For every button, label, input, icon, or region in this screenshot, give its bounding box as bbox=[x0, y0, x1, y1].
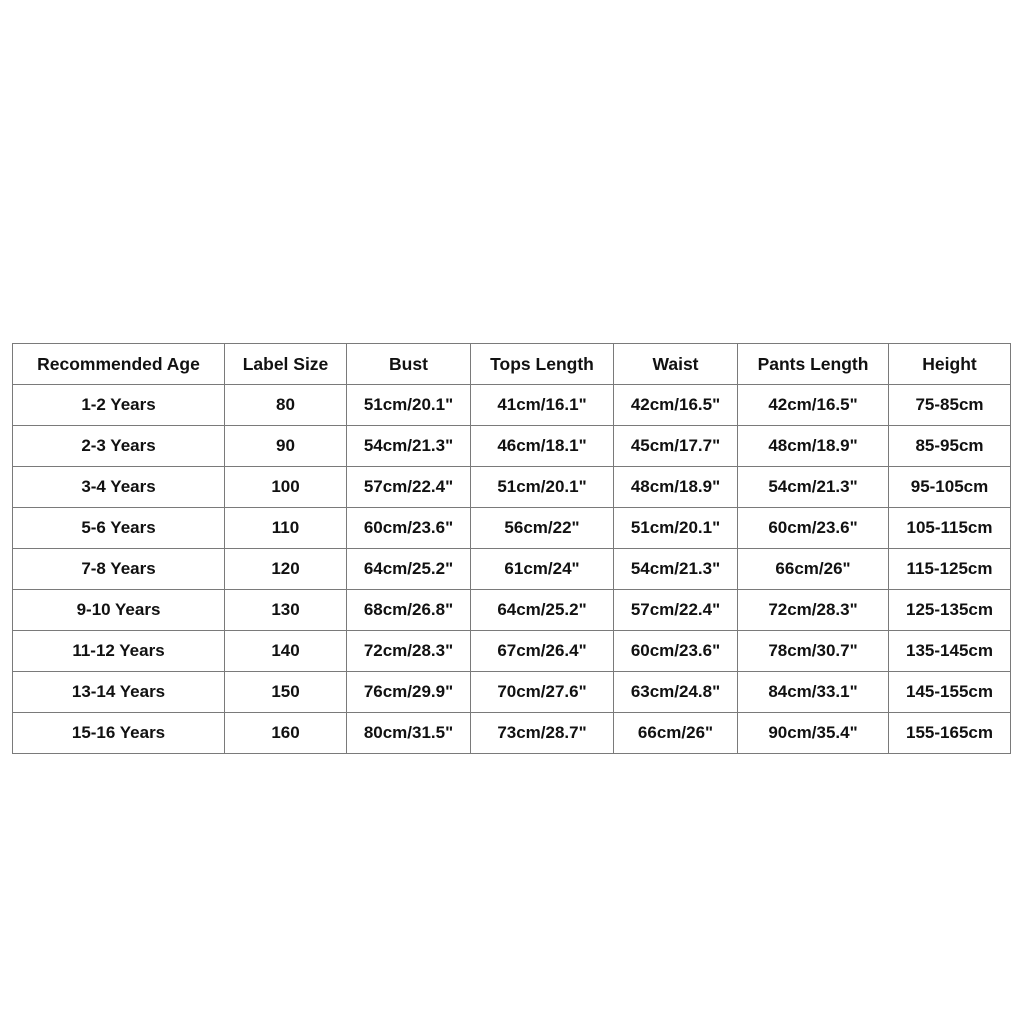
cell-bust: 64cm/25.2" bbox=[347, 549, 471, 590]
cell-pants-length: 66cm/26" bbox=[738, 549, 889, 590]
header-pants-length: Pants Length bbox=[738, 344, 889, 385]
cell-pants-length: 42cm/16.5" bbox=[738, 385, 889, 426]
table-row bbox=[13, 713, 1011, 754]
cell-bust: 57cm/22.4" bbox=[347, 467, 471, 508]
cell-tops-length: 46cm/18.1" bbox=[471, 426, 614, 467]
cell-pants-length: 78cm/30.7" bbox=[738, 631, 889, 672]
table-row bbox=[13, 631, 1011, 672]
header-waist: Waist bbox=[614, 344, 738, 385]
cell-bust: 51cm/20.1" bbox=[347, 385, 471, 426]
header-label-size: Label Size bbox=[225, 344, 347, 385]
cell-bust: 72cm/28.3" bbox=[347, 631, 471, 672]
cell-height: 95-105cm bbox=[889, 467, 1011, 508]
cell-age: 5-6 Years bbox=[13, 508, 225, 549]
cell-waist: 57cm/22.4" bbox=[614, 590, 738, 631]
table-header bbox=[13, 344, 1011, 385]
cell-age: 9-10 Years bbox=[13, 590, 225, 631]
cell-waist: 48cm/18.9" bbox=[614, 467, 738, 508]
header-recommended-age: Recommended Age bbox=[13, 344, 225, 385]
cell-tops-length: 61cm/24" bbox=[471, 549, 614, 590]
cell-age: 11-12 Years bbox=[13, 631, 225, 672]
cell-tops-length: 41cm/16.1" bbox=[471, 385, 614, 426]
cell-label-size: 140 bbox=[225, 631, 347, 672]
cell-bust: 60cm/23.6" bbox=[347, 508, 471, 549]
cell-pants-length: 84cm/33.1" bbox=[738, 672, 889, 713]
cell-height: 105-115cm bbox=[889, 508, 1011, 549]
cell-waist: 42cm/16.5" bbox=[614, 385, 738, 426]
cell-age: 7-8 Years bbox=[13, 549, 225, 590]
cell-label-size: 80 bbox=[225, 385, 347, 426]
table-row bbox=[13, 467, 1011, 508]
cell-label-size: 120 bbox=[225, 549, 347, 590]
header-tops-length: Tops Length bbox=[471, 344, 614, 385]
cell-tops-length: 56cm/22" bbox=[471, 508, 614, 549]
cell-height: 145-155cm bbox=[889, 672, 1011, 713]
table-row bbox=[13, 508, 1011, 549]
cell-height: 135-145cm bbox=[889, 631, 1011, 672]
cell-age: 2-3 Years bbox=[13, 426, 225, 467]
cell-bust: 76cm/29.9" bbox=[347, 672, 471, 713]
cell-tops-length: 64cm/25.2" bbox=[471, 590, 614, 631]
cell-waist: 51cm/20.1" bbox=[614, 508, 738, 549]
cell-height: 155-165cm bbox=[889, 713, 1011, 754]
cell-pants-length: 48cm/18.9" bbox=[738, 426, 889, 467]
table-row bbox=[13, 385, 1011, 426]
cell-pants-length: 54cm/21.3" bbox=[738, 467, 889, 508]
cell-pants-length: 72cm/28.3" bbox=[738, 590, 889, 631]
cell-label-size: 130 bbox=[225, 590, 347, 631]
table-row bbox=[13, 672, 1011, 713]
cell-tops-length: 51cm/20.1" bbox=[471, 467, 614, 508]
cell-waist: 63cm/24.8" bbox=[614, 672, 738, 713]
table-body bbox=[13, 385, 1011, 754]
cell-bust: 68cm/26.8" bbox=[347, 590, 471, 631]
cell-pants-length: 60cm/23.6" bbox=[738, 508, 889, 549]
cell-age: 3-4 Years bbox=[13, 467, 225, 508]
cell-pants-length: 90cm/35.4" bbox=[738, 713, 889, 754]
header-height: Height bbox=[889, 344, 1011, 385]
cell-label-size: 150 bbox=[225, 672, 347, 713]
header-row bbox=[13, 344, 1011, 385]
cell-waist: 66cm/26" bbox=[614, 713, 738, 754]
cell-height: 125-135cm bbox=[889, 590, 1011, 631]
cell-waist: 45cm/17.7" bbox=[614, 426, 738, 467]
table-row bbox=[13, 590, 1011, 631]
cell-height: 85-95cm bbox=[889, 426, 1011, 467]
table-row bbox=[13, 426, 1011, 467]
size-chart-table bbox=[12, 343, 1011, 754]
cell-waist: 54cm/21.3" bbox=[614, 549, 738, 590]
table-row bbox=[13, 549, 1011, 590]
cell-label-size: 160 bbox=[225, 713, 347, 754]
cell-height: 115-125cm bbox=[889, 549, 1011, 590]
cell-age: 15-16 Years bbox=[13, 713, 225, 754]
cell-tops-length: 73cm/28.7" bbox=[471, 713, 614, 754]
cell-tops-length: 67cm/26.4" bbox=[471, 631, 614, 672]
cell-label-size: 90 bbox=[225, 426, 347, 467]
cell-height: 75-85cm bbox=[889, 385, 1011, 426]
cell-age: 1-2 Years bbox=[13, 385, 225, 426]
cell-age: 13-14 Years bbox=[13, 672, 225, 713]
cell-tops-length: 70cm/27.6" bbox=[471, 672, 614, 713]
cell-label-size: 100 bbox=[225, 467, 347, 508]
header-bust: Bust bbox=[347, 344, 471, 385]
cell-bust: 80cm/31.5" bbox=[347, 713, 471, 754]
cell-bust: 54cm/21.3" bbox=[347, 426, 471, 467]
cell-waist: 60cm/23.6" bbox=[614, 631, 738, 672]
cell-label-size: 110 bbox=[225, 508, 347, 549]
